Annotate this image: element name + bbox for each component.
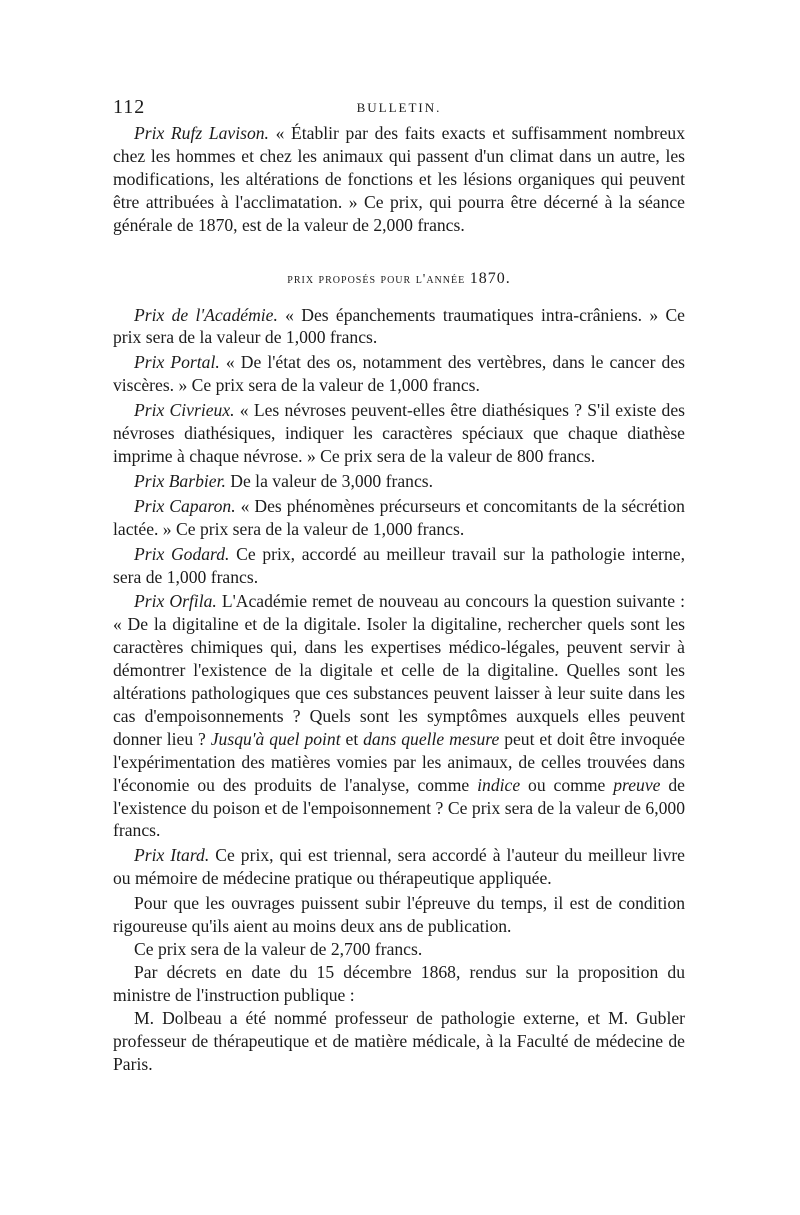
- paragraph-decrees: Par décrets en date du 15 décembre 1868, rendus sur la proposition du ministre de l'instruction publique :: [113, 961, 685, 1005]
- prize-name: Prix Orfila.: [134, 591, 217, 612]
- paragraph-text: peut et doit être invoquée l'expérimentation des matières vomies par les animaux, de celles trouvées dans l'économie ou des produits de l'analyse, comme: [113, 728, 685, 795]
- paragraph-text: Ce prix, accordé au meilleur travail sur la pathologie interne, sera de 1,000 francs.: [113, 543, 685, 587]
- paragraph-text: De la valeur de 3,000 francs.: [225, 470, 434, 491]
- prize-name: Prix Portal.: [134, 352, 220, 373]
- emphasis-text: preuve: [613, 774, 661, 795]
- paragraph-prix-portal: [113, 351, 685, 397]
- paragraph-prix-civrieux: [113, 399, 685, 468]
- paragraph-prix-itard: [113, 844, 685, 890]
- section-year: 1870.: [469, 269, 511, 287]
- emphasis-text: dans quelle mesure: [363, 728, 500, 749]
- prize-name: Prix Godard.: [134, 543, 230, 564]
- paragraph-closing-2: Ce prix sera de la valeur de 2,700 francs.: [134, 939, 423, 959]
- paragraph-text: et: [340, 728, 364, 749]
- paragraph-appointments: M. Dolbeau a été nommé professeur de pathologie externe, et M. Gubler professeur de thérapeutique et de matière médicale, à la Faculté de médecine de Paris.: [113, 1007, 685, 1074]
- paragraph-prix-barbier: [113, 470, 685, 493]
- section-heading: [113, 270, 685, 288]
- paragraph-rufz-lavison: [113, 122, 685, 237]
- paragraph-text: « Établir par des faits exacts et suffisamment nombreux chez les hommes et chez les animaux qui passent d'un climat dans un autre, les modifications, les altérations de fonctions et les lésions organiques qui peuvent être attribuées à l'acclimatation. » Ce prix, qui pourra être décerné à la séance générale de 1870, est de la valeur de 2,000 francs.: [113, 123, 686, 235]
- paragraph-text: Ce prix, qui est triennal, sera accordé à l'auteur du meilleur livre ou mémoire de médecine pratique ou thérapeutique appliquée.: [113, 845, 685, 889]
- paragraph-text: « De l'état des os, notamment des vertèbres, dans le cancer des viscères. » Ce prix sera de la valeur de 1,000 francs.: [113, 352, 685, 396]
- emphasis-text: indice: [477, 774, 521, 795]
- section-title-text: prix proposés pour l'année: [287, 271, 466, 287]
- paragraph-text: de l'existence du poison et de l'empoisonnement ? Ce prix sera de la valeur de 6,000 francs.: [113, 774, 685, 841]
- paragraph-prix-caparon: [113, 495, 685, 541]
- paragraph-text: « Des épanchements traumatiques intra-crâniens. » Ce prix sera de la valeur de 1,000 francs.: [113, 304, 685, 348]
- prize-name: Prix de l'Académie.: [134, 304, 278, 325]
- page-number: 112: [113, 96, 146, 118]
- paragraph-text: L'Académie remet de nouveau au concours la question suivante : « De la digitaline et de la digitale. Isoler la digitaline, rechercher quels sont les caractères chimiques qui, dans les expertises médico-légales, peuvent servir à démontrer l'existence de la digitale et celle de la digitaline. Quelles sont les altérations pathologiques que ces substances peuvent laisser à leur suite dans les cas d'empoisonnements ? Quels sont les symptômes auxquels elles peuvent donner lieu ?: [113, 591, 685, 749]
- prize-name: Prix Rufz Lavison.: [134, 123, 269, 143]
- page-header: [113, 96, 685, 122]
- paragraph-prix-godard: [113, 543, 685, 589]
- prize-name: Prix Itard.: [134, 845, 210, 866]
- prize-name: Prix Caparon.: [134, 495, 236, 516]
- paragraph-closing-1: Pour que les ouvrages puissent subir l'épreuve du temps, il est de condition rigoureuse qu'ils aient au moins deux ans de publication.: [113, 893, 685, 937]
- paragraph-prix-academie: [113, 304, 685, 350]
- paragraph-prix-orfila: [113, 590, 685, 842]
- prize-name: Prix Barbier.: [134, 470, 226, 491]
- running-title: BULLETIN.: [356, 100, 442, 115]
- prize-name: Prix Civrieux.: [134, 400, 235, 421]
- paragraph-text: « Les névroses peuvent-elles être diathésiques ? S'il existe des névroses diathésiques, indiquer les caractères spéciaux que chaque diathèse imprime à chaque névrose. » Ce prix sera de la valeur de 800 francs.: [113, 400, 686, 466]
- paragraph-text: ou comme: [520, 774, 614, 795]
- document-page: [113, 96, 685, 1075]
- emphasis-text: Jusqu'à quel point: [210, 728, 341, 749]
- paragraph-text: « Des phénomènes précurseurs et concomitants de la sécrétion lactée. » Ce prix sera de la valeur de 1,000 francs.: [113, 495, 685, 539]
